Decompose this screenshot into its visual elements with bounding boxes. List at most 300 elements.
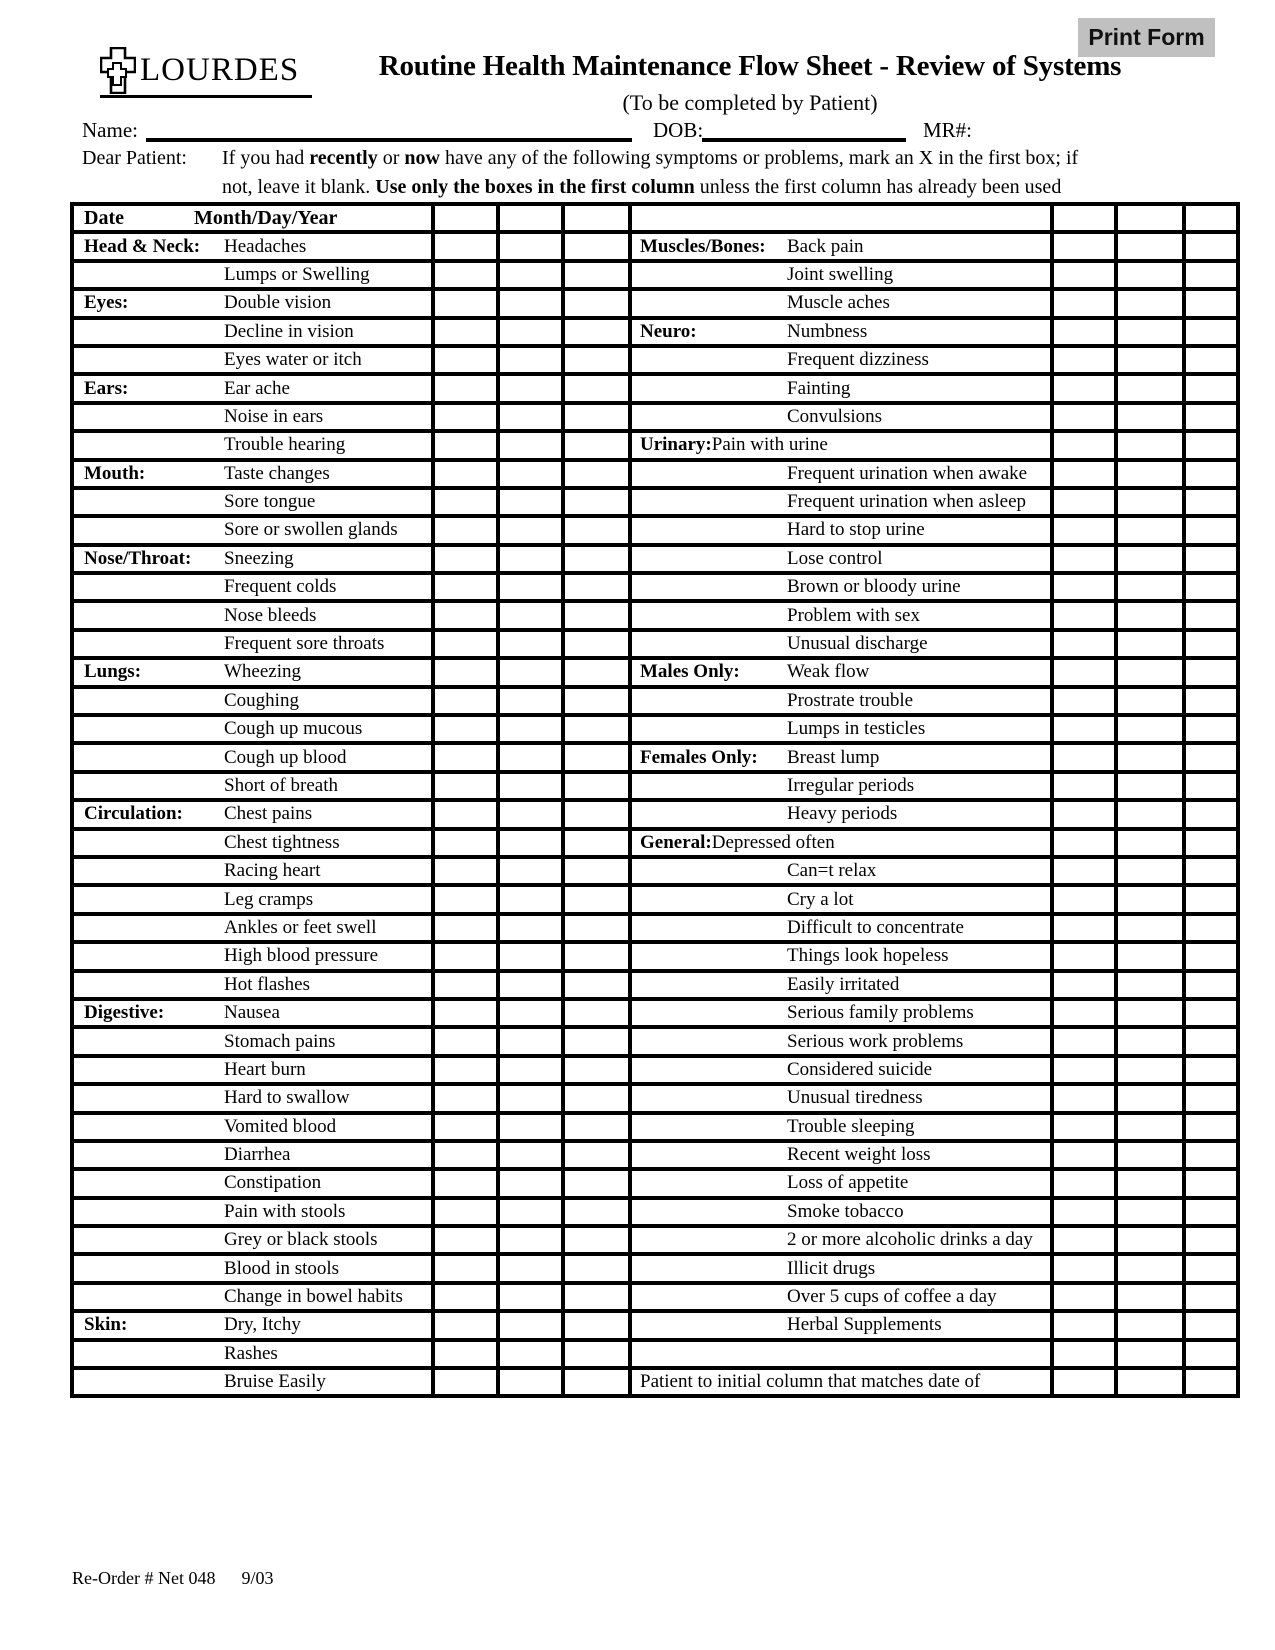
checkbox-cell[interactable] <box>1184 545 1238 573</box>
checkbox-cell[interactable] <box>433 431 498 459</box>
checkbox-cell[interactable] <box>1116 1084 1184 1112</box>
checkbox-cell[interactable] <box>498 1113 563 1141</box>
checkbox-cell[interactable] <box>498 1141 563 1169</box>
checkbox-cell[interactable] <box>433 1283 498 1311</box>
checkbox-cell[interactable] <box>1052 403 1116 431</box>
checkbox-cell[interactable] <box>563 601 630 629</box>
checkbox-cell[interactable] <box>1116 346 1184 374</box>
checkbox-cell[interactable] <box>1052 885 1116 913</box>
table-row <box>72 516 1238 544</box>
checkbox-cell[interactable] <box>1052 601 1116 629</box>
row-label-cell <box>630 601 1052 629</box>
checkbox-cell[interactable] <box>1116 545 1184 573</box>
checkbox-cell[interactable] <box>433 1141 498 1169</box>
table-row <box>72 545 1238 573</box>
checkbox-cell[interactable] <box>1052 630 1116 658</box>
symptom-label: Dry, Itchy <box>224 1314 301 1336</box>
checkbox-cell[interactable] <box>498 914 563 942</box>
checkbox-cell[interactable] <box>1184 999 1238 1027</box>
checkbox-cell[interactable] <box>1116 942 1184 970</box>
checkbox-cell[interactable] <box>1052 1056 1116 1084</box>
category-label: Urinary: <box>640 434 712 456</box>
checkbox-cell[interactable] <box>1052 772 1116 800</box>
checkbox-cell[interactable] <box>1052 971 1116 999</box>
checkbox-cell[interactable] <box>1184 516 1238 544</box>
checkbox-cell[interactable] <box>1052 829 1116 857</box>
checkbox-cell[interactable] <box>1116 914 1184 942</box>
row-label-cell <box>72 715 433 743</box>
checkbox-cell[interactable] <box>1116 1141 1184 1169</box>
checkbox-cell[interactable] <box>1116 318 1184 346</box>
checkbox-cell[interactable] <box>433 829 498 857</box>
checkbox-cell[interactable] <box>1052 1340 1116 1368</box>
checkbox-cell[interactable] <box>433 1340 498 1368</box>
checkbox-cell[interactable] <box>498 885 563 913</box>
checkbox-cell[interactable] <box>563 800 630 828</box>
checkbox-cell[interactable] <box>563 999 630 1027</box>
name-field-line[interactable] <box>146 118 632 142</box>
checkbox-cell[interactable] <box>1052 914 1116 942</box>
row-label-cell <box>630 1141 1052 1169</box>
checkbox-cell[interactable] <box>498 488 563 516</box>
checkbox-cell[interactable] <box>563 1084 630 1112</box>
checkbox-cell[interactable] <box>563 232 630 260</box>
checkbox-cell[interactable] <box>1184 857 1238 885</box>
checkbox-cell[interactable] <box>498 829 563 857</box>
checkbox-cell[interactable] <box>1052 573 1116 601</box>
checkbox-cell[interactable] <box>433 261 498 289</box>
symptom-label: Nose bleeds <box>224 604 317 626</box>
checkbox-cell[interactable] <box>1116 601 1184 629</box>
checkbox-cell[interactable] <box>1184 914 1238 942</box>
checkbox-cell[interactable] <box>563 1226 630 1254</box>
table-row <box>72 1141 1238 1169</box>
checkbox-cell[interactable] <box>1184 374 1238 402</box>
symptom-label: Numbness <box>787 320 868 342</box>
checkbox-cell[interactable] <box>433 914 498 942</box>
checkbox-cell[interactable] <box>563 1283 630 1311</box>
checkbox-cell[interactable] <box>1116 1198 1184 1226</box>
checkbox-cell[interactable] <box>1052 1311 1116 1339</box>
checkbox-cell[interactable] <box>1184 1254 1238 1282</box>
checkbox-cell[interactable] <box>498 374 563 402</box>
checkbox-cell[interactable] <box>498 204 563 232</box>
checkbox-cell[interactable] <box>1052 1084 1116 1112</box>
checkbox-cell[interactable] <box>498 1368 563 1396</box>
checkbox-cell[interactable] <box>1052 346 1116 374</box>
checkbox-cell[interactable] <box>433 374 498 402</box>
checkbox-cell[interactable] <box>1184 658 1238 686</box>
checkbox-cell[interactable] <box>1052 1226 1116 1254</box>
checkbox-cell[interactable] <box>498 743 563 771</box>
checkbox-cell[interactable] <box>498 687 563 715</box>
row-label-cell <box>72 1141 433 1169</box>
checkbox-cell[interactable] <box>1184 289 1238 317</box>
checkbox-cell[interactable] <box>1052 545 1116 573</box>
row-label-cell <box>72 687 433 715</box>
checkbox-cell[interactable] <box>498 346 563 374</box>
checkbox-cell[interactable] <box>563 516 630 544</box>
checkbox-cell[interactable] <box>1116 1113 1184 1141</box>
checkbox-cell[interactable] <box>1052 289 1116 317</box>
checkbox-cell[interactable] <box>498 1254 563 1282</box>
checkbox-cell[interactable] <box>1116 460 1184 488</box>
checkbox-cell[interactable] <box>433 658 498 686</box>
table-row <box>72 488 1238 516</box>
checkbox-cell[interactable] <box>1052 204 1116 232</box>
checkbox-cell[interactable] <box>433 545 498 573</box>
checkbox-cell[interactable] <box>498 318 563 346</box>
checkbox-cell[interactable] <box>498 942 563 970</box>
checkbox-cell[interactable] <box>1052 516 1116 544</box>
checkbox-cell[interactable] <box>433 772 498 800</box>
checkbox-cell[interactable] <box>1184 232 1238 260</box>
checkbox-cell[interactable] <box>1184 573 1238 601</box>
checkbox-cell[interactable] <box>433 1056 498 1084</box>
checkbox-cell[interactable] <box>498 1169 563 1197</box>
checkbox-cell[interactable] <box>1116 687 1184 715</box>
checkbox-cell[interactable] <box>563 460 630 488</box>
checkbox-cell[interactable] <box>563 1254 630 1282</box>
checkbox-cell[interactable] <box>498 971 563 999</box>
checkbox-cell[interactable] <box>1052 658 1116 686</box>
checkbox-cell[interactable] <box>1184 1368 1238 1396</box>
checkbox-cell[interactable] <box>498 431 563 459</box>
checkbox-cell[interactable] <box>498 1340 563 1368</box>
checkbox-cell[interactable] <box>1116 772 1184 800</box>
checkbox-cell[interactable] <box>1184 1198 1238 1226</box>
row-label-cell <box>630 630 1052 658</box>
checkbox-cell[interactable] <box>498 1311 563 1339</box>
checkbox-cell[interactable] <box>563 1368 630 1396</box>
checkbox-cell[interactable] <box>433 516 498 544</box>
checkbox-cell[interactable] <box>1184 630 1238 658</box>
checkbox-cell[interactable] <box>563 658 630 686</box>
checkbox-cell[interactable] <box>1184 743 1238 771</box>
checkbox-cell[interactable] <box>433 318 498 346</box>
checkbox-cell[interactable] <box>1184 1027 1238 1055</box>
checkbox-cell[interactable] <box>433 204 498 232</box>
checkbox-cell[interactable] <box>563 1340 630 1368</box>
checkbox-cell[interactable] <box>1184 346 1238 374</box>
checkbox-cell[interactable] <box>1052 261 1116 289</box>
checkbox-cell[interactable] <box>498 1283 563 1311</box>
checkbox-cell[interactable] <box>563 403 630 431</box>
checkbox-cell[interactable] <box>1052 374 1116 402</box>
checkbox-cell[interactable] <box>1184 1169 1238 1197</box>
checkbox-cell[interactable] <box>433 942 498 970</box>
symptom-label: Grey or black stools <box>224 1229 378 1251</box>
checkbox-cell[interactable] <box>563 715 630 743</box>
checkbox-cell[interactable] <box>1116 715 1184 743</box>
checkbox-cell[interactable] <box>563 1027 630 1055</box>
checkbox-cell[interactable] <box>563 488 630 516</box>
symptom-label: Trouble sleeping <box>787 1115 915 1137</box>
checkbox-cell[interactable] <box>1184 1056 1238 1084</box>
symptom-label: Fainting <box>787 377 851 399</box>
checkbox-cell[interactable] <box>1116 516 1184 544</box>
checkbox-cell[interactable] <box>563 545 630 573</box>
checkbox-cell[interactable] <box>498 1198 563 1226</box>
checkbox-cell[interactable] <box>433 1198 498 1226</box>
checkbox-cell[interactable] <box>563 573 630 601</box>
checkbox-cell[interactable] <box>433 800 498 828</box>
checkbox-cell[interactable] <box>498 545 563 573</box>
checkbox-cell[interactable] <box>1184 460 1238 488</box>
checkbox-cell[interactable] <box>1052 1368 1116 1396</box>
checkbox-cell[interactable] <box>1116 1226 1184 1254</box>
checkbox-cell[interactable] <box>1116 1340 1184 1368</box>
checkbox-cell[interactable] <box>433 1311 498 1339</box>
checkbox-cell[interactable] <box>433 885 498 913</box>
symptom-label: Ear ache <box>224 377 290 399</box>
checkbox-cell[interactable] <box>433 601 498 629</box>
checkbox-cell[interactable] <box>433 1169 498 1197</box>
checkbox-cell[interactable] <box>1184 318 1238 346</box>
checkbox-cell[interactable] <box>563 857 630 885</box>
checkbox-cell[interactable] <box>498 715 563 743</box>
checkbox-cell[interactable] <box>1184 829 1238 857</box>
checkbox-cell[interactable] <box>563 1056 630 1084</box>
checkbox-cell[interactable] <box>1052 431 1116 459</box>
instruction-bold-text: Use only the boxes in the first column <box>375 176 695 198</box>
checkbox-cell[interactable] <box>1052 232 1116 260</box>
checkbox-cell[interactable] <box>1052 1283 1116 1311</box>
checkbox-cell[interactable] <box>1184 431 1238 459</box>
checkbox-cell[interactable] <box>498 999 563 1027</box>
category-label: Lungs: <box>84 661 142 683</box>
checkbox-cell[interactable] <box>1052 1254 1116 1282</box>
checkbox-cell[interactable] <box>433 715 498 743</box>
checkbox-cell[interactable] <box>498 857 563 885</box>
checkbox-cell[interactable] <box>433 460 498 488</box>
checkbox-cell[interactable] <box>1116 829 1184 857</box>
checkbox-cell[interactable] <box>1184 488 1238 516</box>
checkbox-cell[interactable] <box>1184 261 1238 289</box>
checkbox-cell[interactable] <box>1052 1141 1116 1169</box>
checkbox-cell[interactable] <box>563 289 630 317</box>
checkbox-cell[interactable] <box>433 573 498 601</box>
checkbox-cell[interactable] <box>1116 1311 1184 1339</box>
checkbox-cell[interactable] <box>433 1027 498 1055</box>
checkbox-cell[interactable] <box>1116 658 1184 686</box>
checkbox-cell[interactable] <box>1116 857 1184 885</box>
checkbox-cell[interactable] <box>563 431 630 459</box>
checkbox-cell[interactable] <box>498 261 563 289</box>
checkbox-cell[interactable] <box>1116 885 1184 913</box>
checkbox-cell[interactable] <box>563 914 630 942</box>
checkbox-cell[interactable] <box>498 658 563 686</box>
checkbox-cell[interactable] <box>433 346 498 374</box>
checkbox-cell[interactable] <box>498 289 563 317</box>
checkbox-cell[interactable] <box>1184 1113 1238 1141</box>
lourdes-logo <box>100 48 312 98</box>
checkbox-cell[interactable] <box>1052 318 1116 346</box>
checkbox-cell[interactable] <box>433 857 498 885</box>
table-row <box>72 1283 1238 1311</box>
checkbox-cell[interactable] <box>1184 601 1238 629</box>
checkbox-cell[interactable] <box>563 942 630 970</box>
checkbox-cell[interactable] <box>1184 1340 1238 1368</box>
checkbox-cell[interactable] <box>1184 1084 1238 1112</box>
symptom-label: Hard to swallow <box>224 1087 350 1109</box>
checkbox-cell[interactable] <box>1184 1141 1238 1169</box>
checkbox-cell[interactable] <box>433 999 498 1027</box>
checkbox-cell[interactable] <box>1116 431 1184 459</box>
checkbox-cell[interactable] <box>1184 942 1238 970</box>
row-label-cell <box>630 460 1052 488</box>
checkbox-cell[interactable] <box>1052 743 1116 771</box>
checkbox-cell[interactable] <box>1116 374 1184 402</box>
checkbox-cell[interactable] <box>563 261 630 289</box>
date-label-cell-right <box>630 204 1052 232</box>
checkbox-cell[interactable] <box>563 885 630 913</box>
checkbox-cell[interactable] <box>1052 1169 1116 1197</box>
checkbox-cell[interactable] <box>1116 630 1184 658</box>
date-format-label: Month/Day/Year <box>194 206 338 229</box>
checkbox-cell[interactable] <box>1116 800 1184 828</box>
checkbox-cell[interactable] <box>1116 261 1184 289</box>
checkbox-cell[interactable] <box>1052 715 1116 743</box>
symptom-label: Double vision <box>224 292 332 314</box>
checkbox-cell[interactable] <box>498 460 563 488</box>
checkbox-cell[interactable] <box>1184 715 1238 743</box>
category-label: Skin: <box>84 1314 128 1336</box>
checkbox-cell[interactable] <box>498 1027 563 1055</box>
checkbox-cell[interactable] <box>1184 687 1238 715</box>
checkbox-cell[interactable] <box>1184 885 1238 913</box>
checkbox-cell[interactable] <box>1052 1198 1116 1226</box>
checkbox-cell[interactable] <box>1052 1113 1116 1141</box>
checkbox-cell[interactable] <box>498 1056 563 1084</box>
checkbox-cell[interactable] <box>1116 999 1184 1027</box>
symptom-label: Over 5 cups of coffee a day <box>787 1286 997 1308</box>
row-label-cell <box>630 261 1052 289</box>
checkbox-cell[interactable] <box>498 800 563 828</box>
checkbox-cell[interactable] <box>433 232 498 260</box>
checkbox-cell[interactable] <box>563 1198 630 1226</box>
checkbox-cell[interactable] <box>563 1169 630 1197</box>
checkbox-cell[interactable] <box>563 346 630 374</box>
checkbox-cell[interactable] <box>498 232 563 260</box>
checkbox-cell[interactable] <box>433 1113 498 1141</box>
checkbox-cell[interactable] <box>1116 204 1184 232</box>
checkbox-cell[interactable] <box>1184 403 1238 431</box>
checkbox-cell[interactable] <box>1052 1027 1116 1055</box>
row-label-cell <box>72 1311 433 1339</box>
checkbox-cell[interactable] <box>1116 403 1184 431</box>
checkbox-cell[interactable] <box>498 403 563 431</box>
checkbox-cell[interactable] <box>1184 971 1238 999</box>
checkbox-cell[interactable] <box>498 630 563 658</box>
dob-field-line[interactable] <box>702 118 906 142</box>
checkbox-cell[interactable] <box>1116 573 1184 601</box>
checkbox-cell[interactable] <box>498 1084 563 1112</box>
checkbox-cell[interactable] <box>498 772 563 800</box>
name-label: Name: <box>82 118 138 142</box>
checkbox-cell[interactable] <box>1116 1283 1184 1311</box>
table-row <box>72 630 1238 658</box>
checkbox-cell[interactable] <box>1116 1254 1184 1282</box>
checkbox-cell[interactable] <box>563 772 630 800</box>
row-label-cell <box>72 1254 433 1282</box>
checkbox-cell[interactable] <box>563 1141 630 1169</box>
checkbox-cell[interactable] <box>433 971 498 999</box>
checkbox-cell[interactable] <box>1184 1283 1238 1311</box>
checkbox-cell[interactable] <box>498 1226 563 1254</box>
checkbox-cell[interactable] <box>563 743 630 771</box>
table-row <box>72 1368 1238 1396</box>
checkbox-cell[interactable] <box>1052 488 1116 516</box>
symptom-label: Herbal Supplements <box>787 1314 942 1336</box>
checkbox-cell[interactable] <box>1116 1056 1184 1084</box>
row-label-cell <box>630 829 1052 857</box>
print-form-button[interactable]: Print Form <box>1078 18 1215 57</box>
checkbox-cell[interactable] <box>563 1311 630 1339</box>
checkbox-cell[interactable] <box>1184 204 1238 232</box>
checkbox-cell[interactable] <box>1116 971 1184 999</box>
row-label-cell <box>72 1056 433 1084</box>
checkbox-cell[interactable] <box>563 687 630 715</box>
checkbox-cell[interactable] <box>1052 460 1116 488</box>
checkbox-cell[interactable] <box>433 1084 498 1112</box>
checkbox-cell[interactable] <box>1116 1169 1184 1197</box>
symptom-label: Heavy periods <box>787 803 898 825</box>
checkbox-cell[interactable] <box>1052 942 1116 970</box>
symptom-label: Unusual discharge <box>787 633 928 655</box>
checkbox-cell[interactable] <box>1184 1226 1238 1254</box>
row-label-cell <box>72 857 433 885</box>
checkbox-cell[interactable] <box>433 1226 498 1254</box>
checkbox-cell[interactable] <box>563 630 630 658</box>
checkbox-cell[interactable] <box>433 1254 498 1282</box>
checkbox-cell[interactable] <box>1052 800 1116 828</box>
checkbox-cell[interactable] <box>433 687 498 715</box>
checkbox-cell[interactable] <box>433 488 498 516</box>
checkbox-cell[interactable] <box>433 289 498 317</box>
checkbox-cell[interactable] <box>1116 1027 1184 1055</box>
checkbox-cell[interactable] <box>498 573 563 601</box>
checkbox-cell[interactable] <box>1052 687 1116 715</box>
checkbox-cell[interactable] <box>1116 1368 1184 1396</box>
table-row <box>72 1056 1238 1084</box>
row-label-cell <box>72 772 433 800</box>
checkbox-cell[interactable] <box>1184 800 1238 828</box>
checkbox-cell[interactable] <box>563 318 630 346</box>
checkbox-cell[interactable] <box>1116 232 1184 260</box>
checkbox-cell[interactable] <box>563 971 630 999</box>
checkbox-cell[interactable] <box>1184 772 1238 800</box>
checkbox-cell[interactable] <box>1116 289 1184 317</box>
checkbox-cell[interactable] <box>433 630 498 658</box>
checkbox-cell[interactable] <box>1116 488 1184 516</box>
checkbox-cell[interactable] <box>563 829 630 857</box>
checkbox-cell[interactable] <box>433 743 498 771</box>
checkbox-cell[interactable] <box>433 403 498 431</box>
review-of-systems-table <box>70 202 1240 1398</box>
checkbox-cell[interactable] <box>1184 1311 1238 1339</box>
checkbox-cell[interactable] <box>563 1113 630 1141</box>
checkbox-cell[interactable] <box>1116 743 1184 771</box>
checkbox-cell[interactable] <box>1052 857 1116 885</box>
row-label-cell <box>72 1198 433 1226</box>
checkbox-cell[interactable] <box>498 601 563 629</box>
checkbox-cell[interactable] <box>563 204 630 232</box>
checkbox-cell[interactable] <box>1052 999 1116 1027</box>
checkbox-cell[interactable] <box>563 374 630 402</box>
checkbox-cell[interactable] <box>433 1368 498 1396</box>
checkbox-cell[interactable] <box>498 516 563 544</box>
